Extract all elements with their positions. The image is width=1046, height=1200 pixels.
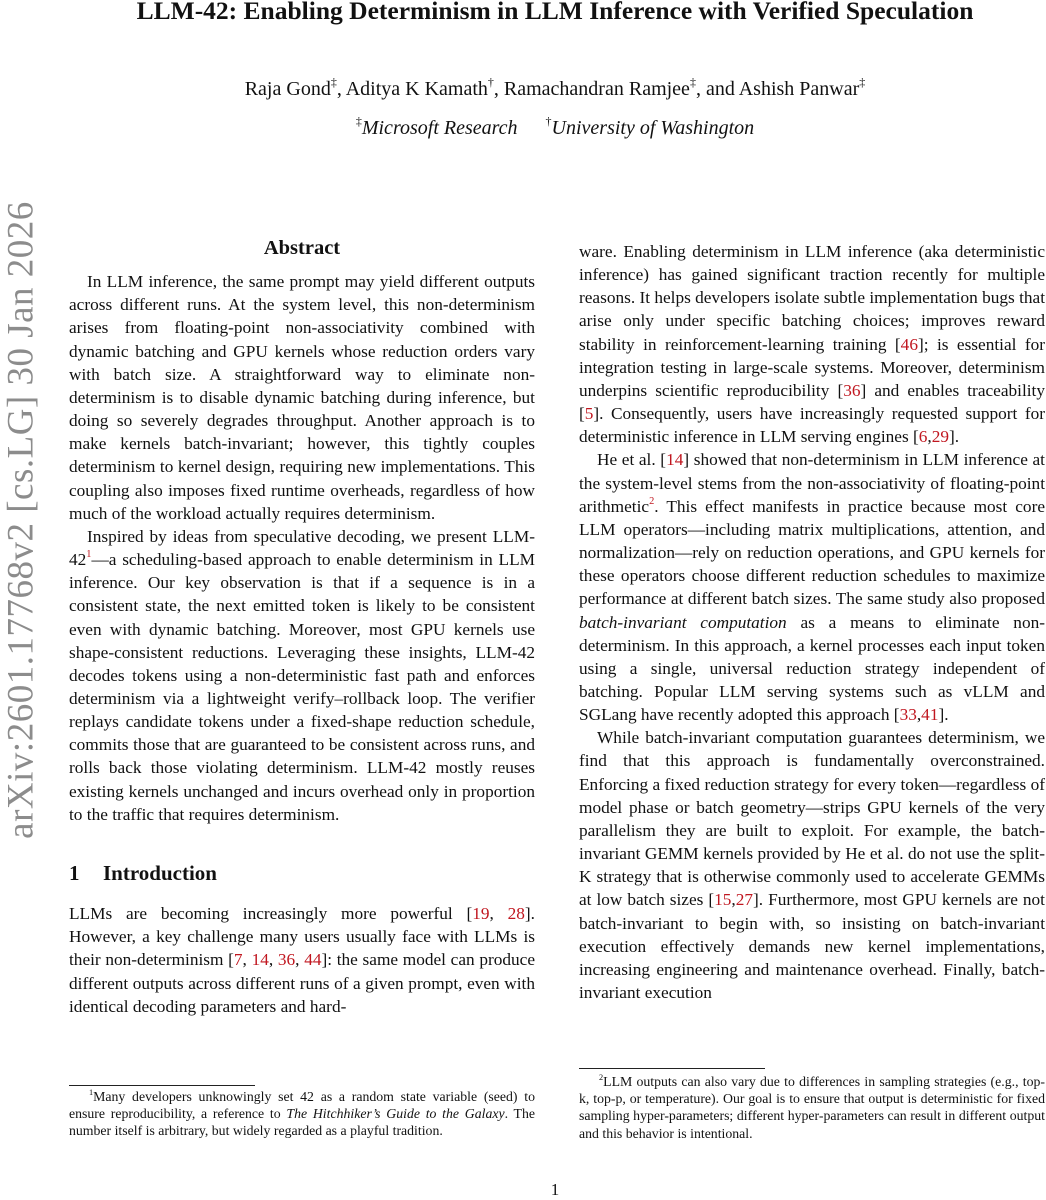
affiliation-mark: ‡ bbox=[330, 75, 337, 89]
footnote-1 bbox=[69, 1088, 535, 1140]
citation-link[interactable]: 5 bbox=[584, 404, 594, 424]
footnote-text: $^1$Many developers unknowingly set 42 as a random state variable (seed) to ensure reproducibility, a reference to The Hitchhiker’s Guide to the Galaxy. The number itself is arbitrary, but widely regarded as a playful tradition. bbox=[69, 1087, 535, 1139]
affiliation-mark: ‡ bbox=[689, 75, 696, 89]
body-paragraph: ware. Enabling determinism in LLM inference (aka deterministic inference) has gained significant traction recently for multiple reasons. It helps developers isolate subtle implementation bugs that arise only under specific batching choices; improves reward stability in reinforcement-learning training [46]; is essential for integration testing in large-scale systems. Moreover, determinism underpins scientific reproducibility [36] and enables traceability [5]. Consequently, users have increasingly requested support for deterministic inference in LLM serving engines [6,29]. bbox=[579, 242, 1046, 447]
body-paragraph: While batch-invariant computation guarantees determinism, we find that this approach is fundamentally overconstrained. Enforcing a fixed reduction strategy for every token—regardless of model phase or batch geometry—strips GPU kernels of the very parallelism they are built to exploit. For example, the batch-invariant GEMM kernels provided by He et al. do not use the split-K strategy that is otherwise commonly used to accelerate GEMMs at low batch sizes [15,27]. Furthermore, most GPU kernels are not batch-invariant to begin with, so insisting on batch-invariant execution effectively demands new kernel implementations, increasing engineering and maintenance overhead. Finally, batch-invariant execution bbox=[579, 728, 1045, 1002]
author-name: Ramachandran Ramjee bbox=[503, 78, 690, 100]
abstract-paragraph: Inspired by ideas from speculative decoding, we present LLM-42$^1$—a scheduling-based approach to enable determinism in LLM inference. Our key observation is that if a sequence is in a consistent state, the next emitted token is likely to be consistent even with dynamic batching. Moreover, most GPU kernels use shape-consistent reductions. Leveraging these insights, LLM-42 decodes tokens using a non-deterministic fast path and enforces determinism via a lightweight verify–rollback loop. The verifier replays candidate tokens under a fixed-shape reduction schedule, commits those that are guaranteed to be consistent across runs, and rolls back those violating determinism. LLM-42 mostly reuses existing kernels unchanged and incurs overhead only in proportion to the traffic that requires determinism. bbox=[69, 526, 535, 824]
citation-link[interactable]: 36 bbox=[843, 380, 861, 400]
citation-link[interactable]: 28 bbox=[507, 904, 525, 924]
introduction-right-body bbox=[579, 240, 1045, 1004]
body-paragraph: LLMs are becoming increasingly more powerful [19, 28]. However, a key challenge many users usually face with LLMs is their non-determinism [7, 14, 36, 44]: the same model can produce different outputs across different runs of a given prompt, even with identical decoding parameters and hard- bbox=[69, 904, 536, 1016]
footnote-rule-right bbox=[579, 1068, 765, 1069]
abstract-heading: Abstract bbox=[263, 237, 341, 259]
section-number: 1 bbox=[69, 860, 80, 885]
affiliation-name: University of Washington bbox=[551, 117, 755, 139]
paper-title: LLM-42: Enabling Determinism in LLM Inference with Verified Speculation bbox=[136, 0, 974, 25]
citation-link[interactable]: 41 bbox=[921, 705, 939, 725]
author-name: Ashish Panwar bbox=[738, 78, 860, 100]
body-paragraph: He et al. [14] showed that non-determinism in LLM inference at the system-level stems from the non-associativity of floating-point arithmetic$^2$. This effect manifests in practice because most core LLM operators—including matrix multiplications, attention, and normalization—rely on reduction operations, and GPU kernels for these operators choose different reduction schedules to maximize performance at different batch sizes. The same study also proposed batch-invariant computation as a means to eliminate non-determinism. In this approach, a kernel processes each input token using a single, universal reduction strategy independent of batching. Popular LLM serving systems such as vLLM and SGLang have recently adopted this approach [33,41]. bbox=[579, 450, 1045, 725]
author-name: Raja Gond bbox=[244, 78, 331, 100]
citation-link[interactable]: 6 bbox=[918, 427, 928, 447]
citation-link[interactable]: 14 bbox=[251, 950, 269, 970]
affiliation-mark: ‡ bbox=[355, 114, 362, 128]
right-column bbox=[579, 240, 1045, 1004]
citation-link[interactable]: 46 bbox=[900, 334, 918, 354]
citation-link[interactable]: 29 bbox=[931, 427, 950, 447]
author-list: Raja Gond‡, Aditya K Kamath†, Ramachandran Ramjee‡, and Ashish Panwar‡ bbox=[244, 75, 866, 100]
footnote-marker[interactable]: 1 bbox=[86, 549, 92, 561]
footnote-marker: 1 bbox=[89, 1087, 94, 1097]
emphasis-text: batch-invariant computation bbox=[579, 612, 787, 632]
citation-link[interactable]: 33 bbox=[899, 705, 917, 725]
abstract-body bbox=[69, 270, 535, 826]
affiliation-name: Microsoft Research bbox=[361, 117, 518, 139]
footnote-marker[interactable]: 2 bbox=[649, 495, 655, 507]
citation-link[interactable]: 19 bbox=[472, 904, 490, 924]
footnote-2 bbox=[579, 1073, 1045, 1142]
citation-link[interactable]: 15 bbox=[714, 890, 732, 910]
footnote-rule-left bbox=[69, 1085, 255, 1086]
affiliation-mark: ‡ bbox=[859, 75, 866, 89]
citation-link[interactable]: 36 bbox=[277, 950, 296, 970]
arxiv-stamp-text: arXiv:2601.17768v2 [cs.LG] 30 Jan 2026 bbox=[0, 201, 42, 839]
introduction-heading bbox=[69, 862, 535, 885]
citation-link[interactable]: 27 bbox=[735, 890, 754, 910]
author-name: Aditya K Kamath bbox=[345, 78, 488, 100]
abstract-paragraph: In LLM inference, the same prompt may yield different outputs across different runs. At the system level, this non-determinism arises from floating-point non-associativity combined with dynamic batching and GPU kernels whose reduction orders vary with batch size. A straightforward way to eliminate non-determinism is to disable dynamic batching during inference, but doing so severely degrades throughput. Another approach is to make kernels batch-invariant; however, this tightly couples determinism to kernel design, requiring new implementations. This coupling also imposes fixed runtime overheads, regardless of how much of the workload actually requires determinism. bbox=[69, 272, 535, 523]
footnote-text: $^2$LLM outputs can also vary due to differences in sampling strategies (e.g., top-k, top-p, or temperature). Our goal is to ensure that output is deterministic for fixed sampling hyper-parameters; different hyper-parameters can result in different output and this behavior is intentional. bbox=[579, 1072, 1045, 1141]
page-number: 1 bbox=[550, 1180, 560, 1199]
left-column bbox=[69, 237, 535, 1018]
introduction-left-body bbox=[69, 902, 535, 1018]
citation-link[interactable]: 44 bbox=[304, 950, 322, 970]
affiliation-list bbox=[0, 114, 1046, 140]
affiliation-mark: † bbox=[545, 114, 552, 128]
emphasis-text: The Hitchhiker’s Guide to the Galaxy bbox=[286, 1106, 505, 1122]
affiliation-mark: † bbox=[487, 75, 494, 89]
footnote-marker: 2 bbox=[599, 1072, 604, 1082]
citation-link[interactable]: 14 bbox=[666, 450, 684, 470]
section-title: Introduction bbox=[103, 860, 217, 885]
citation-link[interactable]: 7 bbox=[233, 950, 243, 970]
